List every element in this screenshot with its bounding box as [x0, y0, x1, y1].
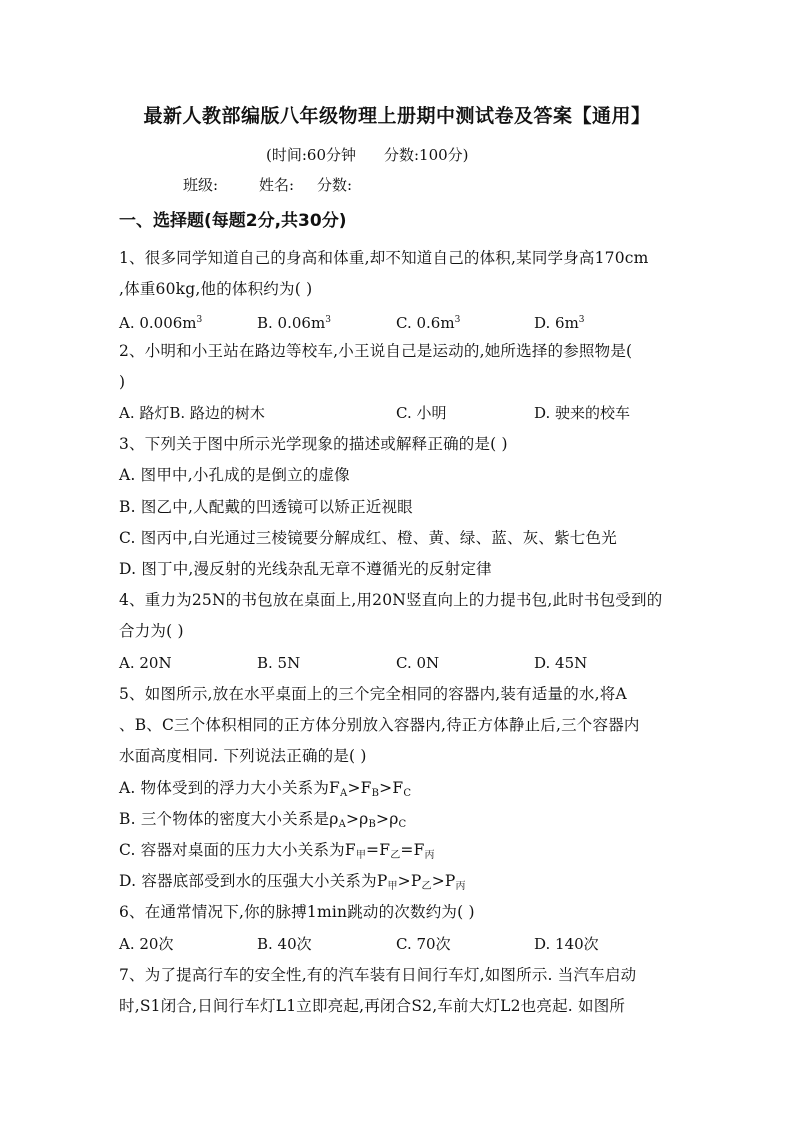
option-a-b: A. 路灯B. 路边的树木 [119, 404, 265, 422]
question-7-line-1: 7、为了提高行车的安全性,有的汽车装有日间行车灯,如图所示. 当汽车启动 [119, 966, 637, 984]
option-a: A. 20N [119, 654, 172, 672]
option-b: B. $0.06m^3$ [257, 314, 331, 332]
option-c: C. 小明 [396, 404, 447, 422]
exam-total-score: 分数:100分) [384, 146, 469, 164]
section-heading: 一、选择题(每题2分,共30分) [119, 211, 347, 231]
question-2-line-1: 2、小明和小王站在路边等校车,小王说自己是运动的,她所选择的参照物是( [119, 342, 633, 360]
page-title: 最新人教部编版八年级物理上册期中测试卷及答案【通用】 [143, 105, 651, 127]
question-5-option-d: D. 容器底部受到水的压强大小关系为$P_甲>P_乙>P_丙$ [119, 872, 466, 892]
question-3-line-1: 3、下列关于图中所示光学现象的描述或解释正确的是( ) [119, 435, 508, 453]
exam-info [266, 145, 469, 165]
option-d: D. 驶来的校车 [534, 404, 631, 422]
name-label: 姓名: [259, 176, 295, 194]
option-d: D. $6m^3$ [534, 314, 585, 332]
option-d: D. 140次 [534, 935, 599, 953]
question-5-line-1: 5、如图所示,放在水平桌面上的三个完全相同的容器内,装有适量的水,将A [119, 685, 627, 703]
question-5-option-a: A. 物体受到的浮力大小关系为$F_A>F_B>F_C$ [119, 779, 412, 799]
option-c: C. 70次 [396, 935, 451, 953]
option-a: A. 20次 [119, 935, 174, 953]
question-4-line-2: 合力为( ) [119, 622, 184, 640]
student-info [183, 175, 352, 195]
option-c: C. $0.6m^3$ [396, 314, 461, 332]
option-d: D. 45N [534, 654, 588, 672]
question-2-line-2: ) [119, 373, 126, 391]
question-1-line-1: 1、很多同学知道自己的身高和体重,却不知道自己的体积,某同学身高170cm [119, 249, 649, 267]
exam-time: (时间:60分钟 [266, 146, 356, 164]
question-5-option-c: C. 容器对桌面的压力大小关系为$F_甲=F_乙=F_丙$ [119, 841, 435, 861]
question-5-line-3: 水面高度相同. 下列说法正确的是( ) [119, 747, 367, 765]
option-a: A. $0.006m^3$ [119, 314, 203, 332]
class-label: 班级: [183, 176, 219, 194]
question-5-option-b: B. 三个物体的密度大小关系是$\rho_A>\rho_B>\rho_C$ [119, 810, 407, 830]
question-5-line-2: 、B、C三个体积相同的正方体分别放入容器内,待正方体静止后,三个容器内 [119, 716, 640, 734]
question-3-option-d: D. 图丁中,漫反射的光线杂乱无章不遵循光的反射定律 [119, 560, 492, 578]
score-label: 分数: [317, 176, 353, 194]
question-3-option-b: B. 图乙中,人配戴的凹透镜可以矫正近视眼 [119, 498, 413, 516]
question-3-option-a: A. 图甲中,小孔成的是倒立的虚像 [119, 466, 350, 484]
question-4-line-1: 4、重力为25N的书包放在桌面上,用20N竖直向上的力提书包,此时书包受到的 [119, 591, 663, 609]
option-b: B. 40次 [257, 935, 312, 953]
question-3-option-c: C. 图丙中,白光通过三棱镜要分解成红、橙、黄、绿、蓝、灰、紫七色光 [119, 529, 617, 547]
option-c: C. 0N [396, 654, 440, 672]
option-b: B. 5N [257, 654, 301, 672]
question-7-line-2: 时,S1闭合,日间行车灯L1立即亮起,再闭合S2,车前大灯L2也亮起. 如图所 [119, 997, 626, 1015]
question-6-line-1: 6、在通常情况下,你的脉搏1min跳动的次数约为( ) [119, 903, 475, 921]
question-1-line-2: ,体重60kg,他的体积约为( ) [119, 280, 313, 298]
